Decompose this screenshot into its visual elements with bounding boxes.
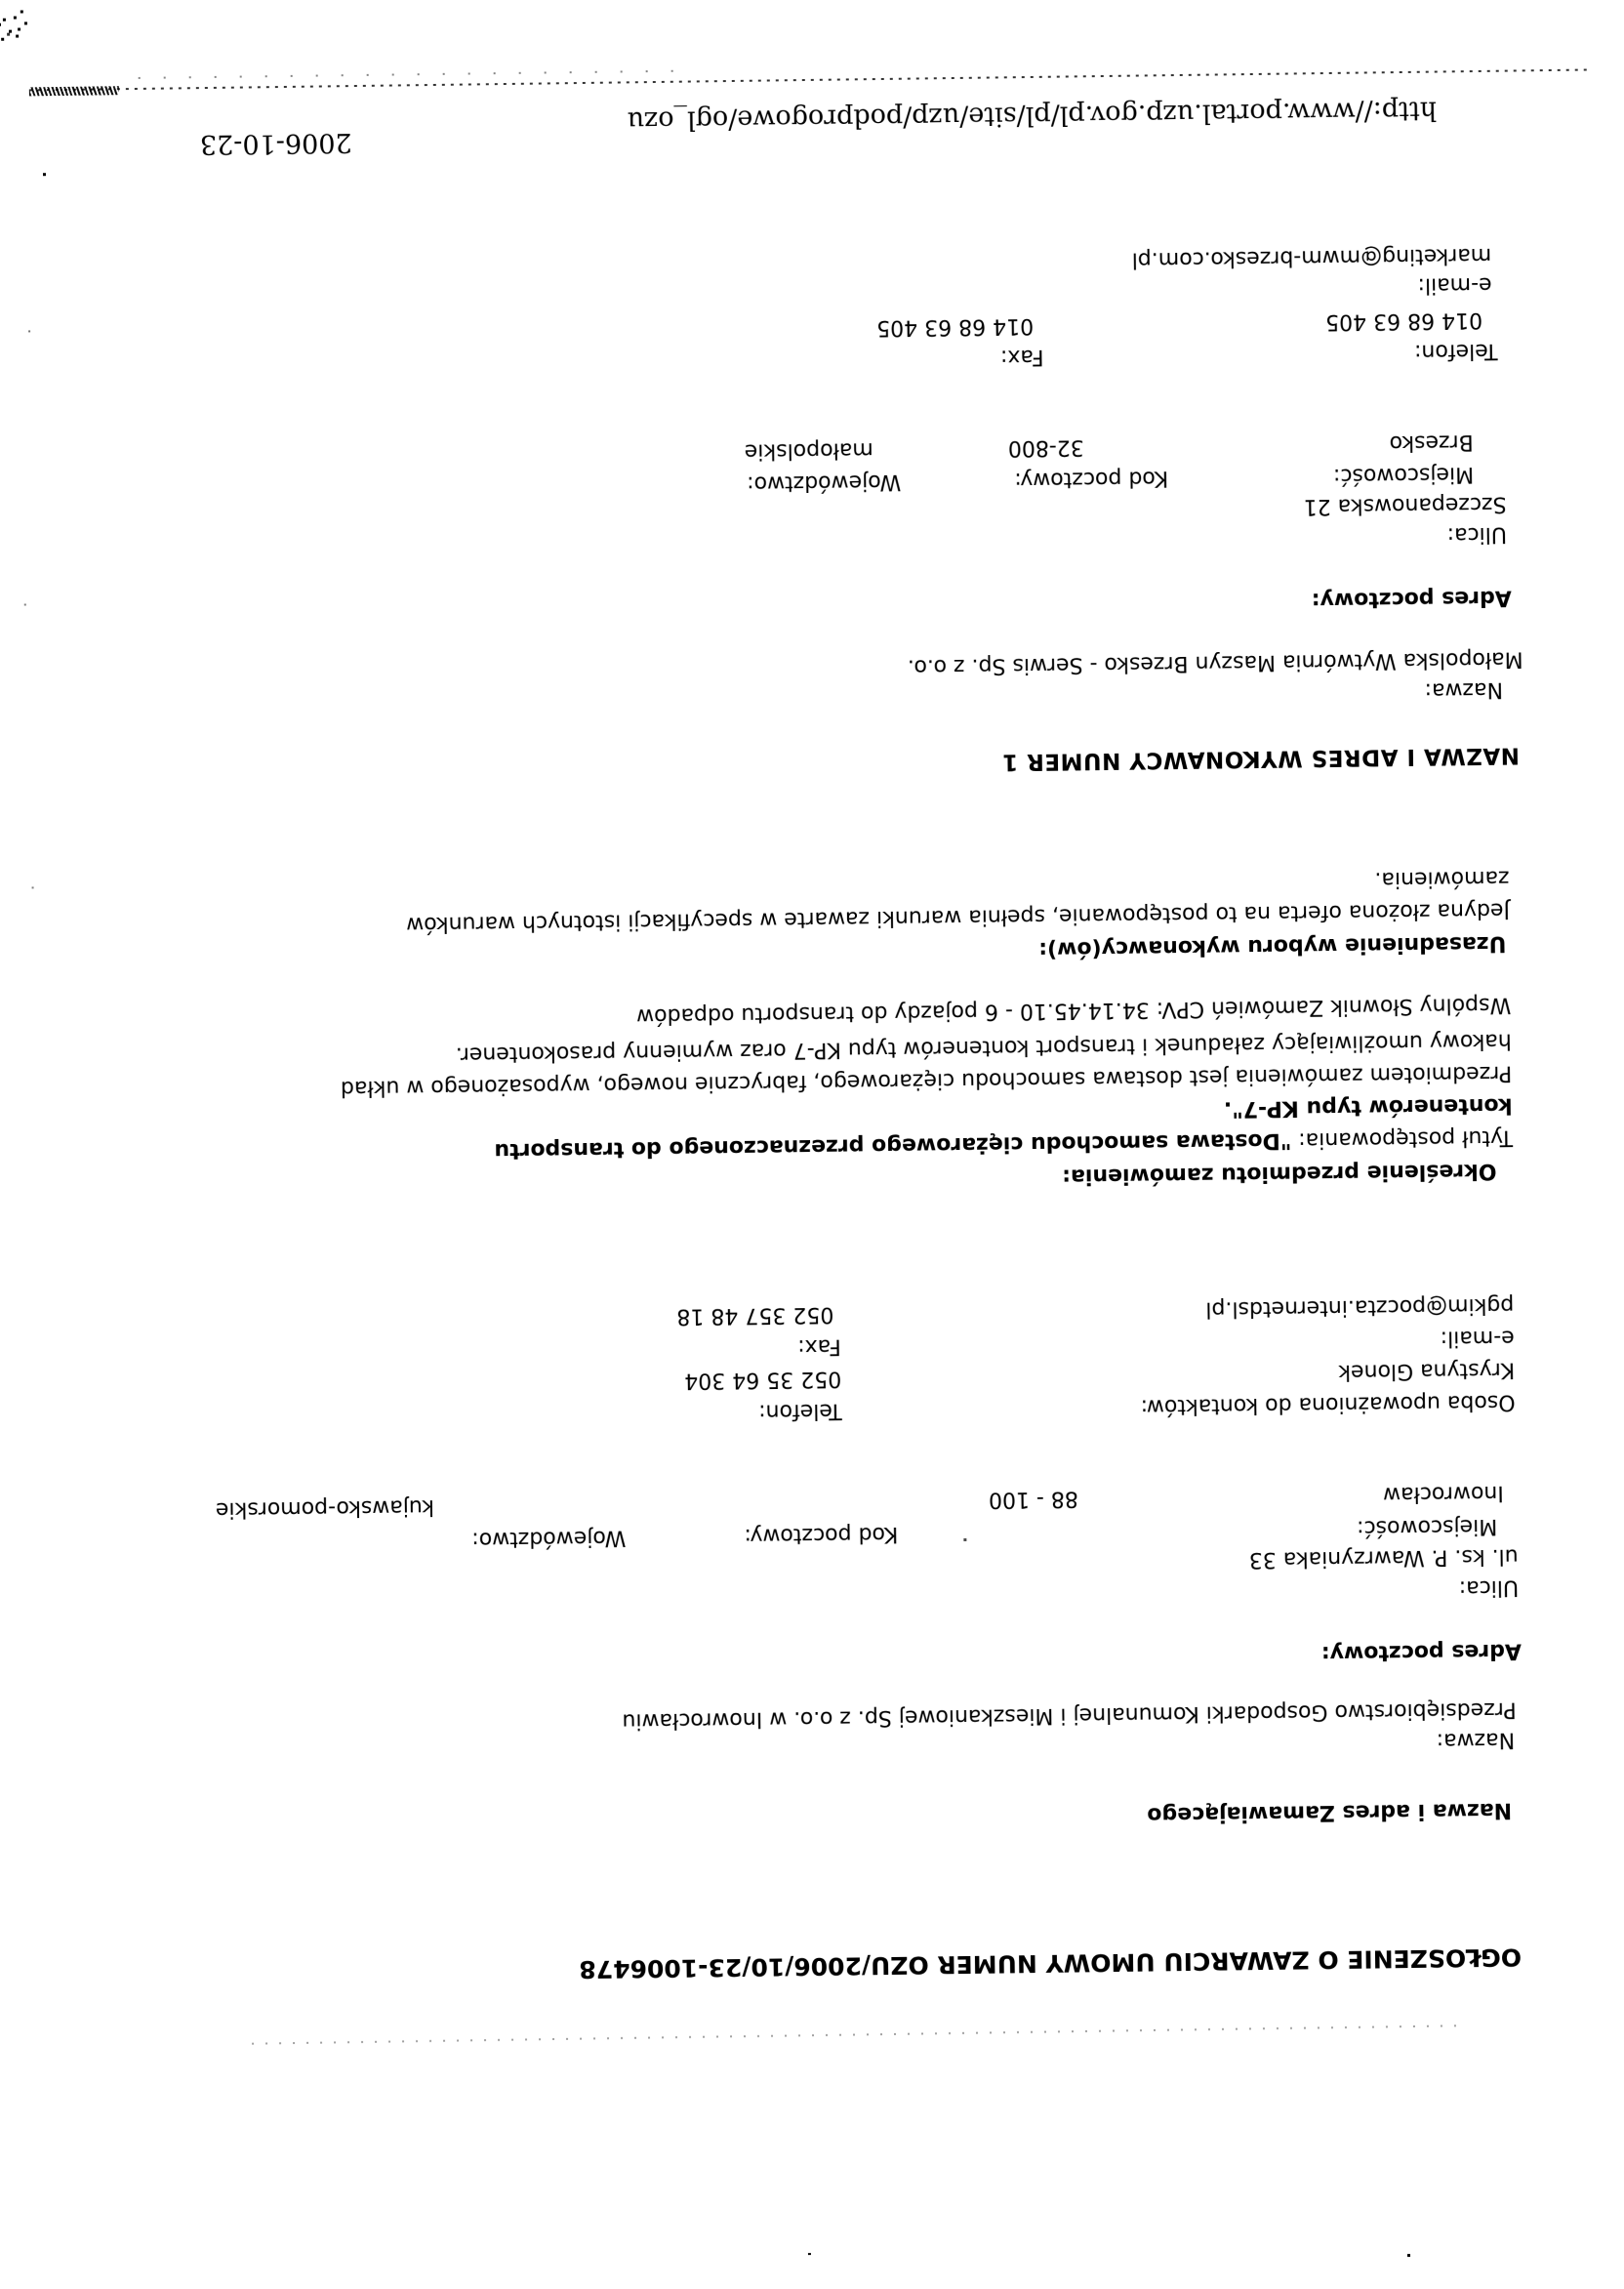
zamawiajacy-miejscowosc-label: Miejscowość: bbox=[1356, 1513, 1498, 1540]
scan-noise-speck bbox=[1407, 2254, 1410, 2257]
wykonawca-nazwa-label: Nazwa: bbox=[1424, 676, 1504, 703]
zamawiajacy-telefon-value: 052 35 64 304 bbox=[684, 1366, 842, 1393]
uzasadnienie-heading: Uzasadnienie wyboru wykonawcy(ów): bbox=[1038, 930, 1507, 961]
scan-noise-scribble-dense-end bbox=[29, 86, 119, 96]
wykonawca-telefon-label: Telefon: bbox=[1413, 338, 1498, 364]
scan-noise-scribble-line bbox=[29, 69, 1587, 92]
zamawiajacy-kod-value: 88 - 100 bbox=[988, 1486, 1079, 1512]
page-title: OGŁOSZENIE O ZAWARCIU UMOWY NUMER OZU/2006/10/23-1006478 bbox=[579, 1942, 1522, 1984]
scan-noise-scribble-secondary bbox=[127, 70, 673, 79]
zamawiajacy-wojewodztwo-label: Województwo: bbox=[471, 1525, 627, 1552]
uzasadnienie-line2: zamówienia. bbox=[1374, 865, 1510, 892]
scan-noise-speck bbox=[24, 603, 26, 605]
zamawiajacy-fax-value: 052 357 48 18 bbox=[676, 1301, 834, 1328]
wykonawca-miejscowosc-value: Brzesko bbox=[1389, 429, 1474, 456]
przedmiot-tytul-prefix: Tytuł postępowania: bbox=[1291, 1124, 1514, 1153]
przedmiot-cpv: Wspólny Słownik Zamówień CPV: 34.14.45.10 - 6 pojazdy do transportu odpadów bbox=[635, 992, 1512, 1029]
zamawiajacy-nazwa-value: Przedsiębiorstwo Gospodarki Komunalnej i Mieszkaniowej Sp. z o.o. w Inowrocławiu bbox=[622, 1696, 1517, 1734]
wykonawca-email-label: e-mail: bbox=[1417, 271, 1492, 298]
scan-noise-speck bbox=[808, 2253, 811, 2255]
wykonawca-fax-value: 014 68 63 405 bbox=[876, 312, 1035, 341]
scan-noise-dotted-line-top bbox=[240, 2024, 1456, 2044]
zamawiajacy-wojewodztwo-value: kujawsko-pomorskie bbox=[215, 1494, 435, 1523]
wykonawca-email-value: marketing@mwm-brzesko.com.pl bbox=[1131, 242, 1492, 272]
zamawiajacy-osoba-label: Osoba upoważniona do kontaktów: bbox=[1140, 1389, 1516, 1419]
wykonawca-kod-value: 32-800 bbox=[1007, 434, 1084, 461]
wykonawca-kod-label: Kod pocztowy: bbox=[1014, 466, 1169, 493]
scan-noise-speck bbox=[963, 1538, 966, 1541]
zamawiajacy-fax-label: Fax: bbox=[797, 1333, 841, 1360]
przedmiot-tytul-line1 bbox=[494, 1124, 1513, 1162]
zamawiajacy-miejscowosc-value: Inowrocław bbox=[1382, 1480, 1504, 1507]
wykonawca-adres-heading: Adres pocztowy: bbox=[1311, 585, 1512, 613]
zamawiajacy-kod-label: Kod pocztowy: bbox=[744, 1521, 899, 1548]
scan-noise-speck bbox=[28, 330, 30, 332]
wykonawca-wojewodztwo-value: małopolskie bbox=[744, 437, 873, 464]
zamawiajacy-osoba-value: Krystyna Glonek bbox=[1338, 1357, 1516, 1384]
przedmiot-heading: Określenie przedmiotu zamówienia: bbox=[1062, 1158, 1497, 1189]
zamawiajacy-adres-heading: Adres pocztowy: bbox=[1320, 1638, 1522, 1666]
przedmiot-opis-line2: hakowy umożliwiający załadunek i transport kontenerów typu KP-7 oraz wymienny prasokontener. bbox=[455, 1028, 1512, 1067]
wykonawca-ulica-label: Ulica: bbox=[1446, 521, 1508, 548]
footer-date: 2006-10-23 bbox=[199, 127, 352, 160]
section-heading-wykonawca: NAZWA I ADRES WYKONAWCY NUMER 1 bbox=[1001, 742, 1521, 775]
scan-noise-speck-cluster bbox=[16, 35, 19, 38]
zamawiajacy-ulica-value: ul. ks. P. Wawrzyniaka 33 bbox=[1248, 1543, 1519, 1573]
uzasadnienie-line1: Jedyna złożona oferta na to postępowanie, spełnia warunki zawarte w specyfikacji istotnych warunków bbox=[406, 897, 1511, 937]
wykonawca-nazwa-value: Małopolska Wytwórnia Maszyn Brzesko - Serwis Sp. z o.o. bbox=[907, 646, 1523, 679]
przedmiot-tytul-quote-line1: "Dostawa samochodu ciężarowego przeznaczonego do transportu bbox=[494, 1127, 1292, 1164]
zamawiajacy-email-value: pgkim@poczta.internetdsl.pl bbox=[1205, 1292, 1515, 1322]
zamawiajacy-ulica-label: Ulica: bbox=[1458, 1574, 1520, 1601]
przedmiot-tytul-quote-line2: kontenerów typu KP-7". bbox=[1223, 1092, 1513, 1122]
wykonawca-miejscowosc-label: Miejscowość: bbox=[1332, 462, 1475, 488]
section-heading-zamawiajacy: Nazwa i adres Zamawiającego bbox=[1147, 1797, 1513, 1827]
scan-noise-speck bbox=[43, 173, 46, 176]
wykonawca-wojewodztwo-label: Województwo: bbox=[747, 469, 902, 496]
scan-noise-speck bbox=[32, 886, 34, 888]
zamawiajacy-telefon-label: Telefon: bbox=[758, 1398, 842, 1424]
wykonawca-ulica-value: Szczepanowska 21 bbox=[1303, 491, 1507, 519]
wykonawca-fax-label: Fax: bbox=[999, 344, 1044, 370]
footer-url: http://www.portal.uzp.gov.pl/pl/site/uzp/podprogowe/ogl_ozu bbox=[627, 95, 1438, 137]
wykonawca-telefon-value: 014 68 63 405 bbox=[1324, 307, 1483, 335]
przedmiot-opis-line1: Przedmiotem zamówienia jest dostawa samochodu ciężarowego, fabrycznie nowego, wyposażonego w układ bbox=[340, 1060, 1513, 1101]
zamawiajacy-email-label: e-mail: bbox=[1440, 1325, 1515, 1351]
zamawiajacy-nazwa-label: Nazwa: bbox=[1436, 1727, 1516, 1753]
